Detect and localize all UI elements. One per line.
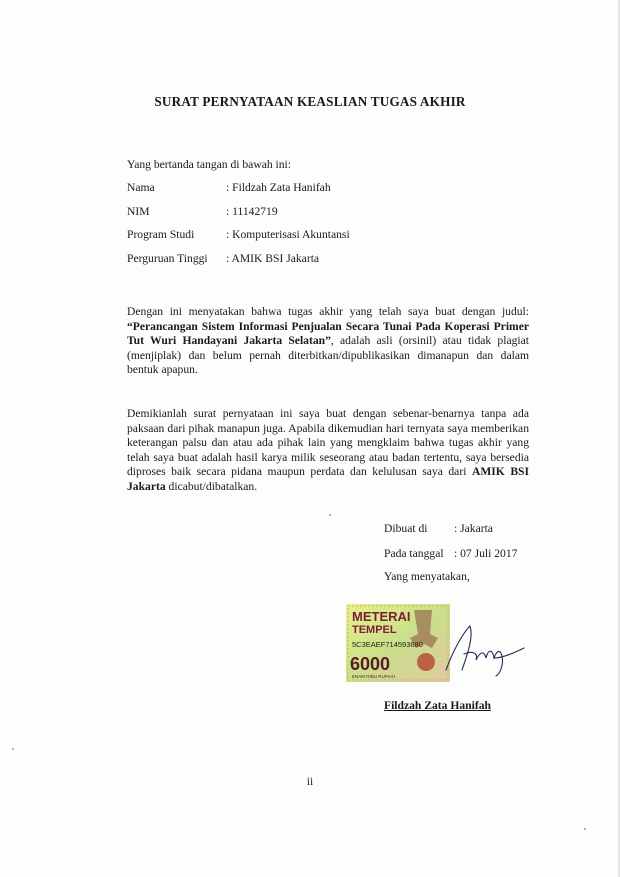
handwritten-signature [440,618,528,678]
document-title: SURAT PERNYATAAN KEASLIAN TUGAS AKHIR [154,94,466,109]
thesis-title: “Perancangan Sistem Informasi Penjualan Secara Tunai Pada Koperasi Primer Tut Wuri Handayani Jakarta Selatan” [127,319,529,348]
consequence-lead: Demikianlah surat pernyataan ini saya buat dengan sebenar-benarnya tanpa ada paksaan dari pihak manapun juga. Apabila dikemudian hari ternyata saya memberikan keterangan palsu dan atau ada pihak lain yang mengklaim bahwa tugas akhir yang telah saya buat adalah hasil karya milik seseorang atau badan tertentu, saya bersedia diproses baik secara pidana maupun perdata dan kelulusan saya dari [127,407,529,479]
identity-value: : Komputerisasi Akuntansi [226,228,350,241]
institution-name: AMIK BSI Jakarta [127,465,530,493]
identity-label: NIM [127,204,150,218]
stamp-amount-text: ENAM RIBU RUPIAH [352,674,396,679]
consequence-tail: dicabut/dibatalkan. [165,479,258,493]
identity-value: : Fildzah Zata Hanifah [226,181,331,194]
identity-label: Perguruan Tinggi [127,251,208,265]
scan-speck [329,514,331,516]
signer-name: Fildzah Zata Hanifah [384,699,491,712]
identity-value: : 11142719 [226,204,278,218]
identity-value: : AMIK BSI Jakarta [226,251,320,265]
declaration-lead: Dengan ini menyatakan bahwa tugas akhir yang telah saya buat dengan judul: [127,305,529,318]
stamp-amount: 6000 [350,654,391,674]
meterai-stamp [346,604,450,682]
date-label: Pada tanggal [384,547,444,560]
stamp-line1: METERAI [352,609,411,624]
intro-text: Yang bertanda tangan di bawah ini: [127,158,291,171]
identity-label: Nama [127,181,155,194]
identity-label: Program Studi [127,228,195,241]
date-value: : 07 Juli 2017 [454,547,518,560]
declaration-paragraph [127,305,529,378]
declaration-tail: , adalah asli (orsinil) atau tidak plagiat (menjiplak) dan belum pernah diterbitkan/dipublikasikan dimanapun dan dalam bentuk apapun. [127,334,529,377]
place-label: Dibuat di [384,522,428,535]
consequence-paragraph [127,407,529,495]
place-value: : Jakarta [454,522,493,535]
statement-text: Yang menyatakan, [384,570,470,583]
scan-speck [12,748,14,750]
stamp-serial: 5C3EAEF714593680 [352,640,423,649]
stamp-line2: TEMPEL [352,624,397,636]
page-number: ii [306,775,314,788]
scan-speck [584,828,586,830]
